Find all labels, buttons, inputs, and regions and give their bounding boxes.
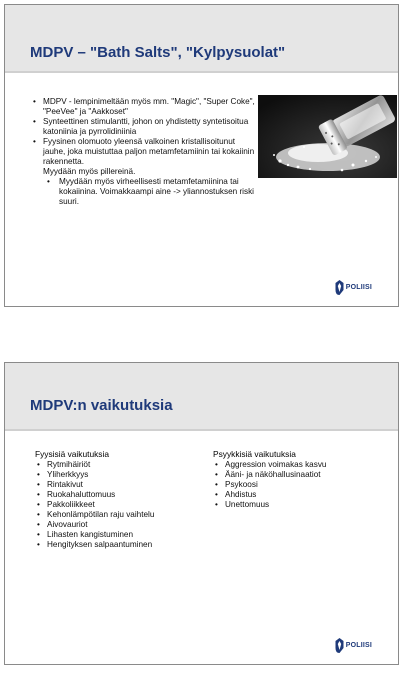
logo-text: POLIISI: [345, 283, 372, 291]
bullet-item: • Synteettinen stimulantti, johon on yhdistetty syntetisoitua katoniinia ja pyrrolidiniinia: [31, 117, 255, 137]
column-heading: Fyysisiä vaikutuksia: [35, 449, 110, 459]
list-item: • Pakkoliikkeet: [35, 500, 205, 510]
list-item: • Psykoosi: [213, 480, 393, 490]
slide-2: [4, 362, 399, 665]
list-item: • Rintakivut: [35, 480, 205, 490]
bullet-item: • MDPV - lempinimeltään myös mm. "Magic", "Super Coke", "PeeVee" ja "Aakkoset": [31, 97, 255, 117]
list-item: • Aggression voimakas kasvu: [213, 460, 393, 470]
slide-1: [4, 4, 399, 307]
list-item: • Aivovauriot: [35, 520, 205, 530]
psychological-effects-column: [213, 449, 393, 510]
bullet-list: [31, 97, 255, 207]
poliisi-logo: [335, 636, 372, 654]
slide-title: MDPV:n vaikutuksia: [30, 397, 173, 414]
list-item: • Unettomuus: [213, 500, 393, 510]
psychological-effects-list: [213, 460, 393, 510]
salt-shaker-photo: [258, 95, 397, 178]
sub-bullet-item: • Myydään myös virheellisesti metamfetamiinina tai kokaiinina. Voimakkaampi aine -> yliannostuksen riski suuri.: [31, 177, 255, 207]
list-item: • Lihasten kangistuminen: [35, 530, 205, 540]
list-item: • Hengityksen salpaantuminen: [35, 540, 205, 550]
salt-shaker-image: [258, 95, 397, 178]
list-item: • Rytmihäiriöt: [35, 460, 205, 470]
bullet-item: • Fyysinen olomuoto yleensä valkoinen kristallisoitunut jauhe, joka muistuttaa paljon metamfetamiinin tai kokaiinin rakennetta.: [31, 137, 255, 167]
list-item: • Kehonlämpötilan raju vaihtelu: [35, 510, 205, 520]
title-band: [5, 5, 398, 73]
police-emblem-icon: [335, 638, 344, 653]
column-heading: Psyykkisiä vaikutuksia: [213, 449, 296, 459]
slide-title: MDPV – "Bath Salts", "Kylpysuolat": [30, 44, 286, 61]
bullet-continuation: Myydään myös pillereinä.: [43, 167, 136, 176]
poliisi-logo: [335, 278, 372, 296]
list-item: • Ääni- ja näköhallusinaatiot: [213, 470, 393, 480]
physical-effects-column: [35, 449, 205, 550]
list-item: • Ahdistus: [213, 490, 393, 500]
logo-text: POLIISI: [345, 641, 372, 649]
list-item: • Ruokahaluttomuus: [35, 490, 205, 500]
list-item: • Yliherkkyys: [35, 470, 205, 480]
physical-effects-list: [35, 460, 205, 550]
police-emblem-icon: [335, 280, 344, 295]
